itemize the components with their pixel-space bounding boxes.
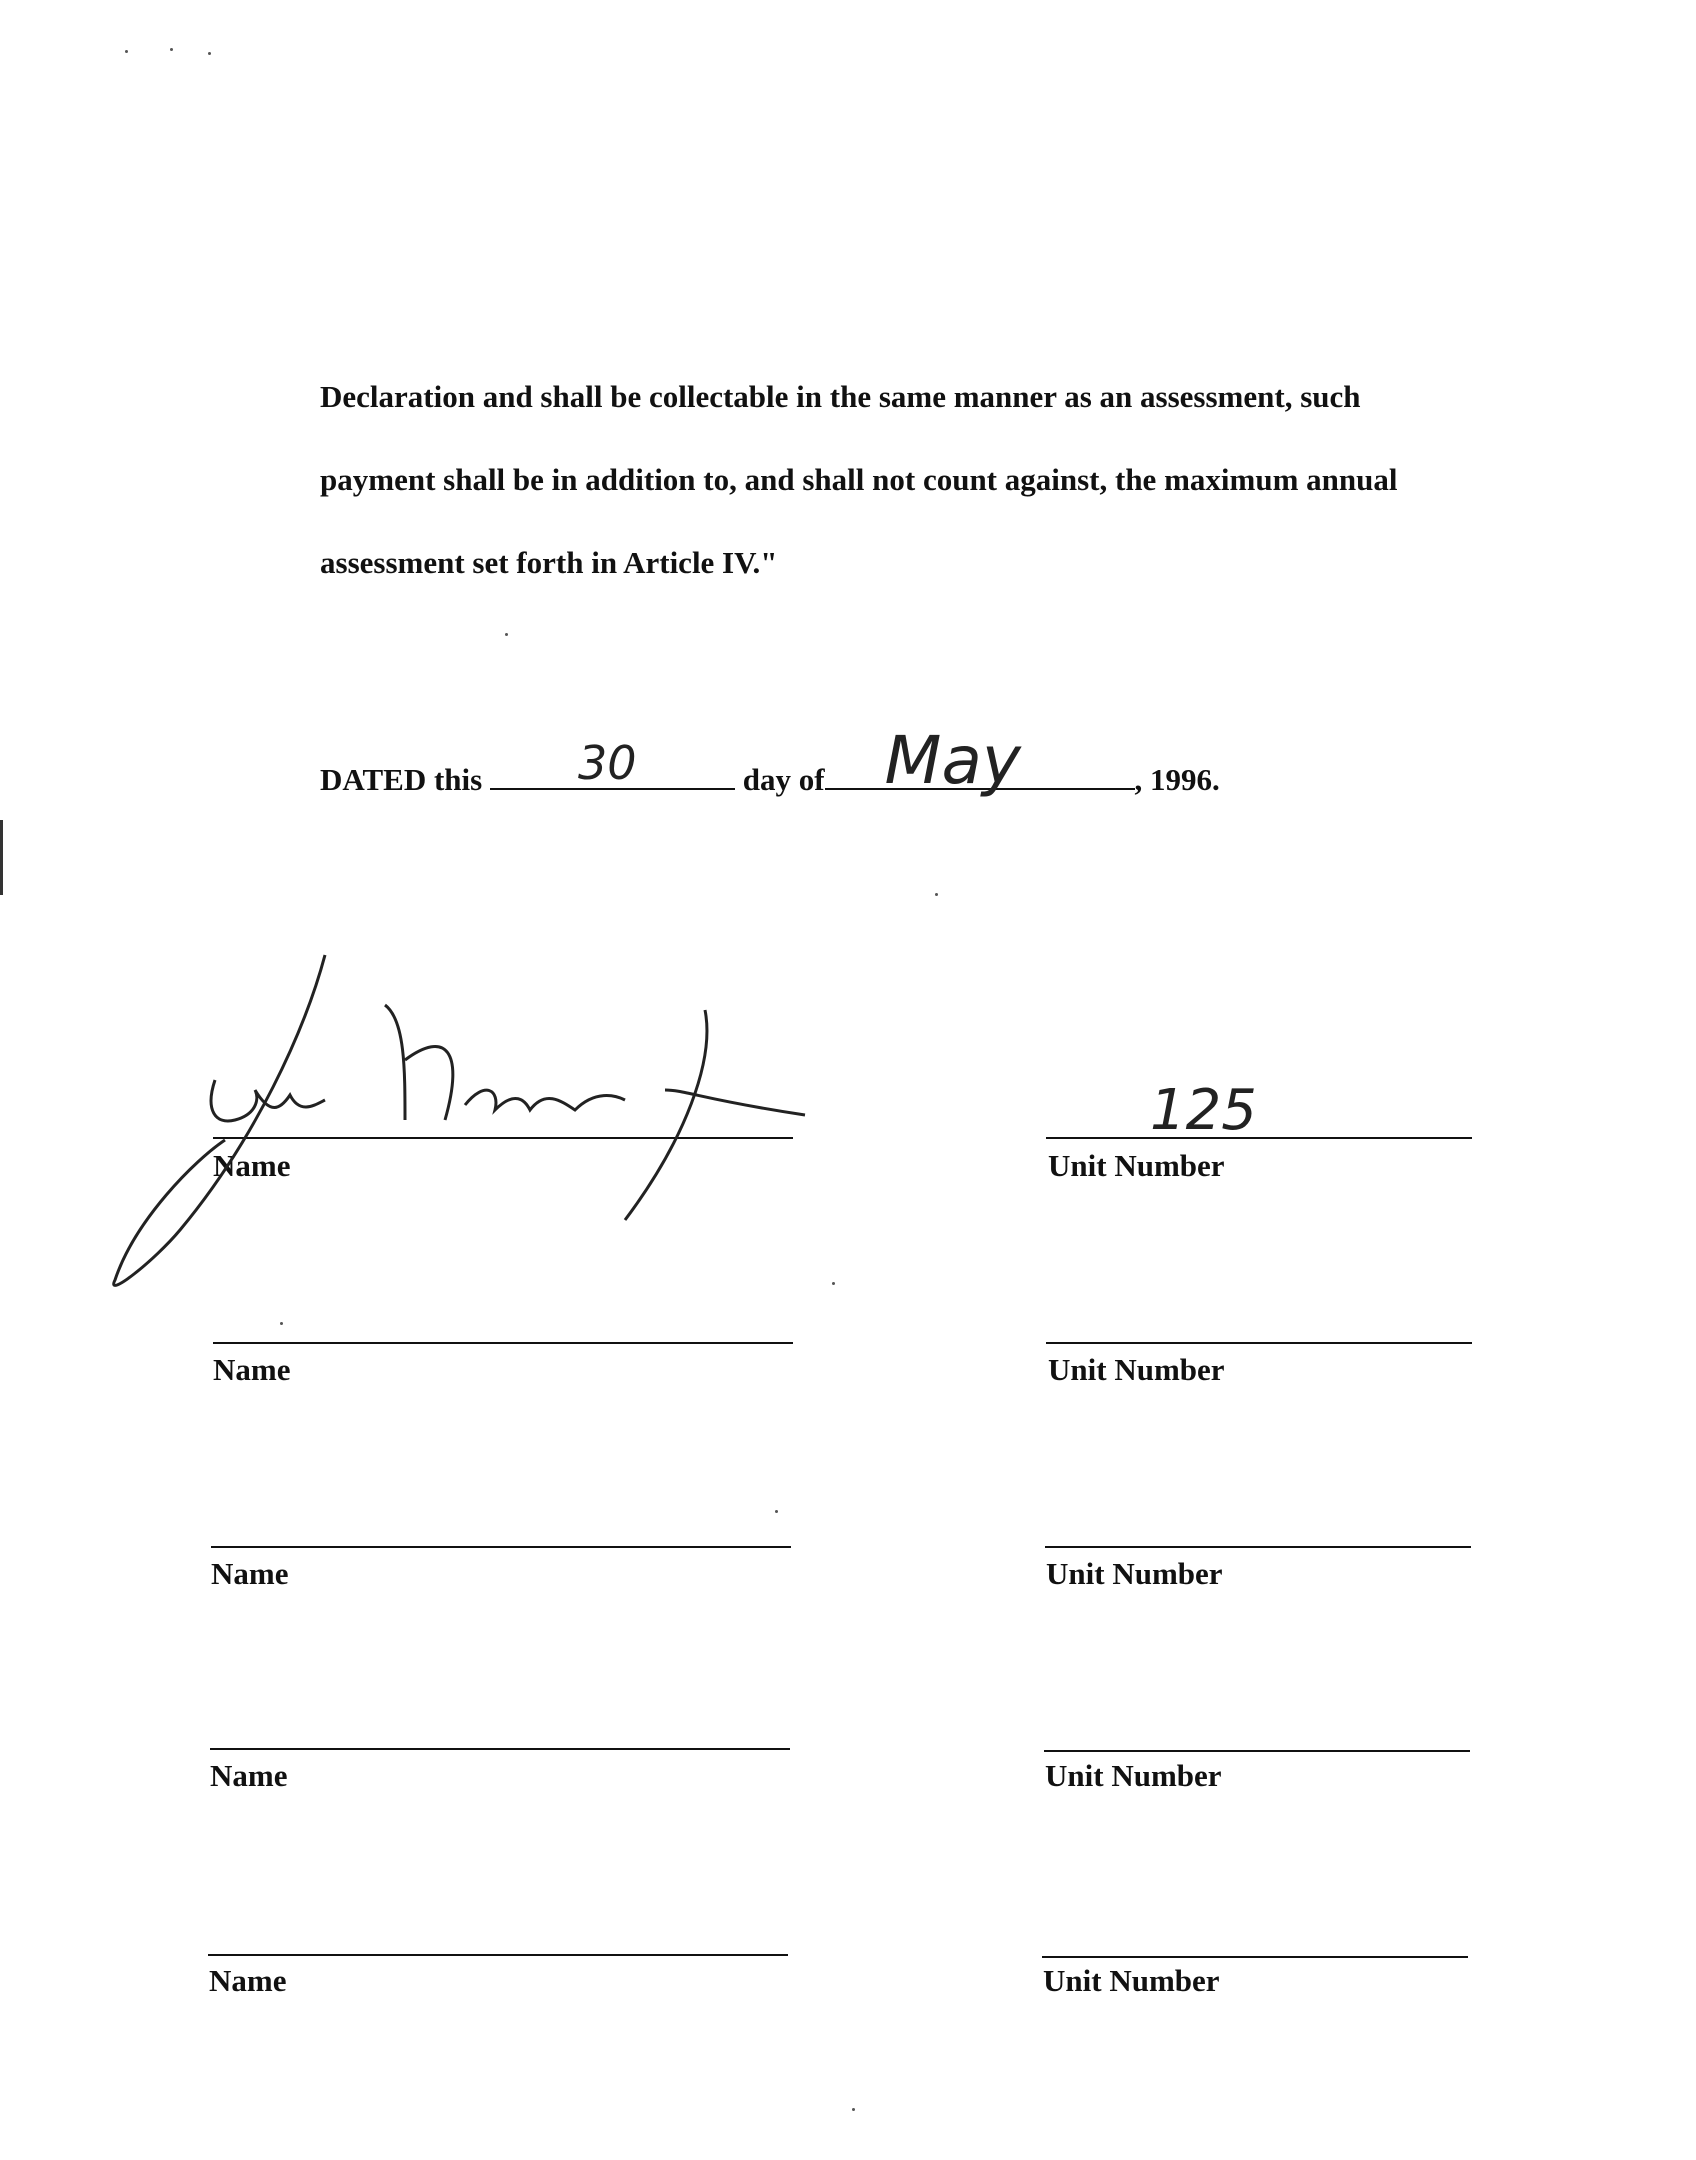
name-line-4	[210, 1748, 790, 1750]
unit-label-1: Unit Number	[1048, 1148, 1225, 1183]
month-blank	[825, 722, 1135, 799]
unit-label-3: Unit Number	[1046, 1556, 1223, 1591]
day-handwritten: 30	[577, 736, 637, 790]
name-line-2	[213, 1342, 793, 1344]
paragraph-line-3: assessment set forth in Article IV."	[320, 545, 778, 580]
name-label-3: Name	[211, 1556, 289, 1591]
paragraph-line-2: payment shall be in addition to, and shall not count against, the maximum annual	[320, 462, 1398, 497]
name-label-1: Name	[213, 1148, 291, 1183]
dated-prefix: DATED this	[320, 762, 483, 797]
scan-speck	[170, 48, 173, 51]
name-label-5: Name	[209, 1963, 287, 1998]
unit-line-4	[1044, 1750, 1470, 1752]
scan-speck	[505, 633, 508, 636]
day-blank	[490, 736, 735, 790]
scan-speck	[852, 2108, 855, 2111]
unit-line-5	[1042, 1956, 1468, 1958]
declaration-paragraph	[320, 355, 1440, 604]
scan-speck	[832, 1282, 835, 1285]
name-line-5	[208, 1954, 788, 1956]
scan-edge-mark	[0, 820, 3, 895]
dated-middle: day of	[742, 762, 825, 797]
name-line-3	[211, 1546, 791, 1548]
unit-line-2	[1046, 1342, 1472, 1344]
dated-line	[320, 722, 1220, 799]
dated-suffix: , 1996.	[1134, 762, 1220, 797]
handwritten-signature	[105, 940, 825, 1300]
scan-speck	[280, 1322, 283, 1325]
scan-speck	[935, 893, 938, 896]
scan-speck	[125, 50, 128, 53]
name-label-2: Name	[213, 1352, 291, 1387]
unit-label-4: Unit Number	[1045, 1758, 1222, 1793]
unit-number-handwritten: 125	[1150, 1078, 1257, 1143]
unit-label-5: Unit Number	[1043, 1963, 1220, 1998]
unit-line-1	[1046, 1137, 1472, 1139]
unit-label-2: Unit Number	[1048, 1352, 1225, 1387]
paragraph-line-1: Declaration and shall be collectable in the same manner as an assessment, such	[320, 379, 1361, 414]
scan-speck	[208, 52, 211, 55]
unit-line-3	[1045, 1546, 1471, 1548]
scan-speck	[775, 1510, 778, 1513]
month-handwritten: May	[884, 722, 1021, 799]
name-label-4: Name	[210, 1758, 288, 1793]
